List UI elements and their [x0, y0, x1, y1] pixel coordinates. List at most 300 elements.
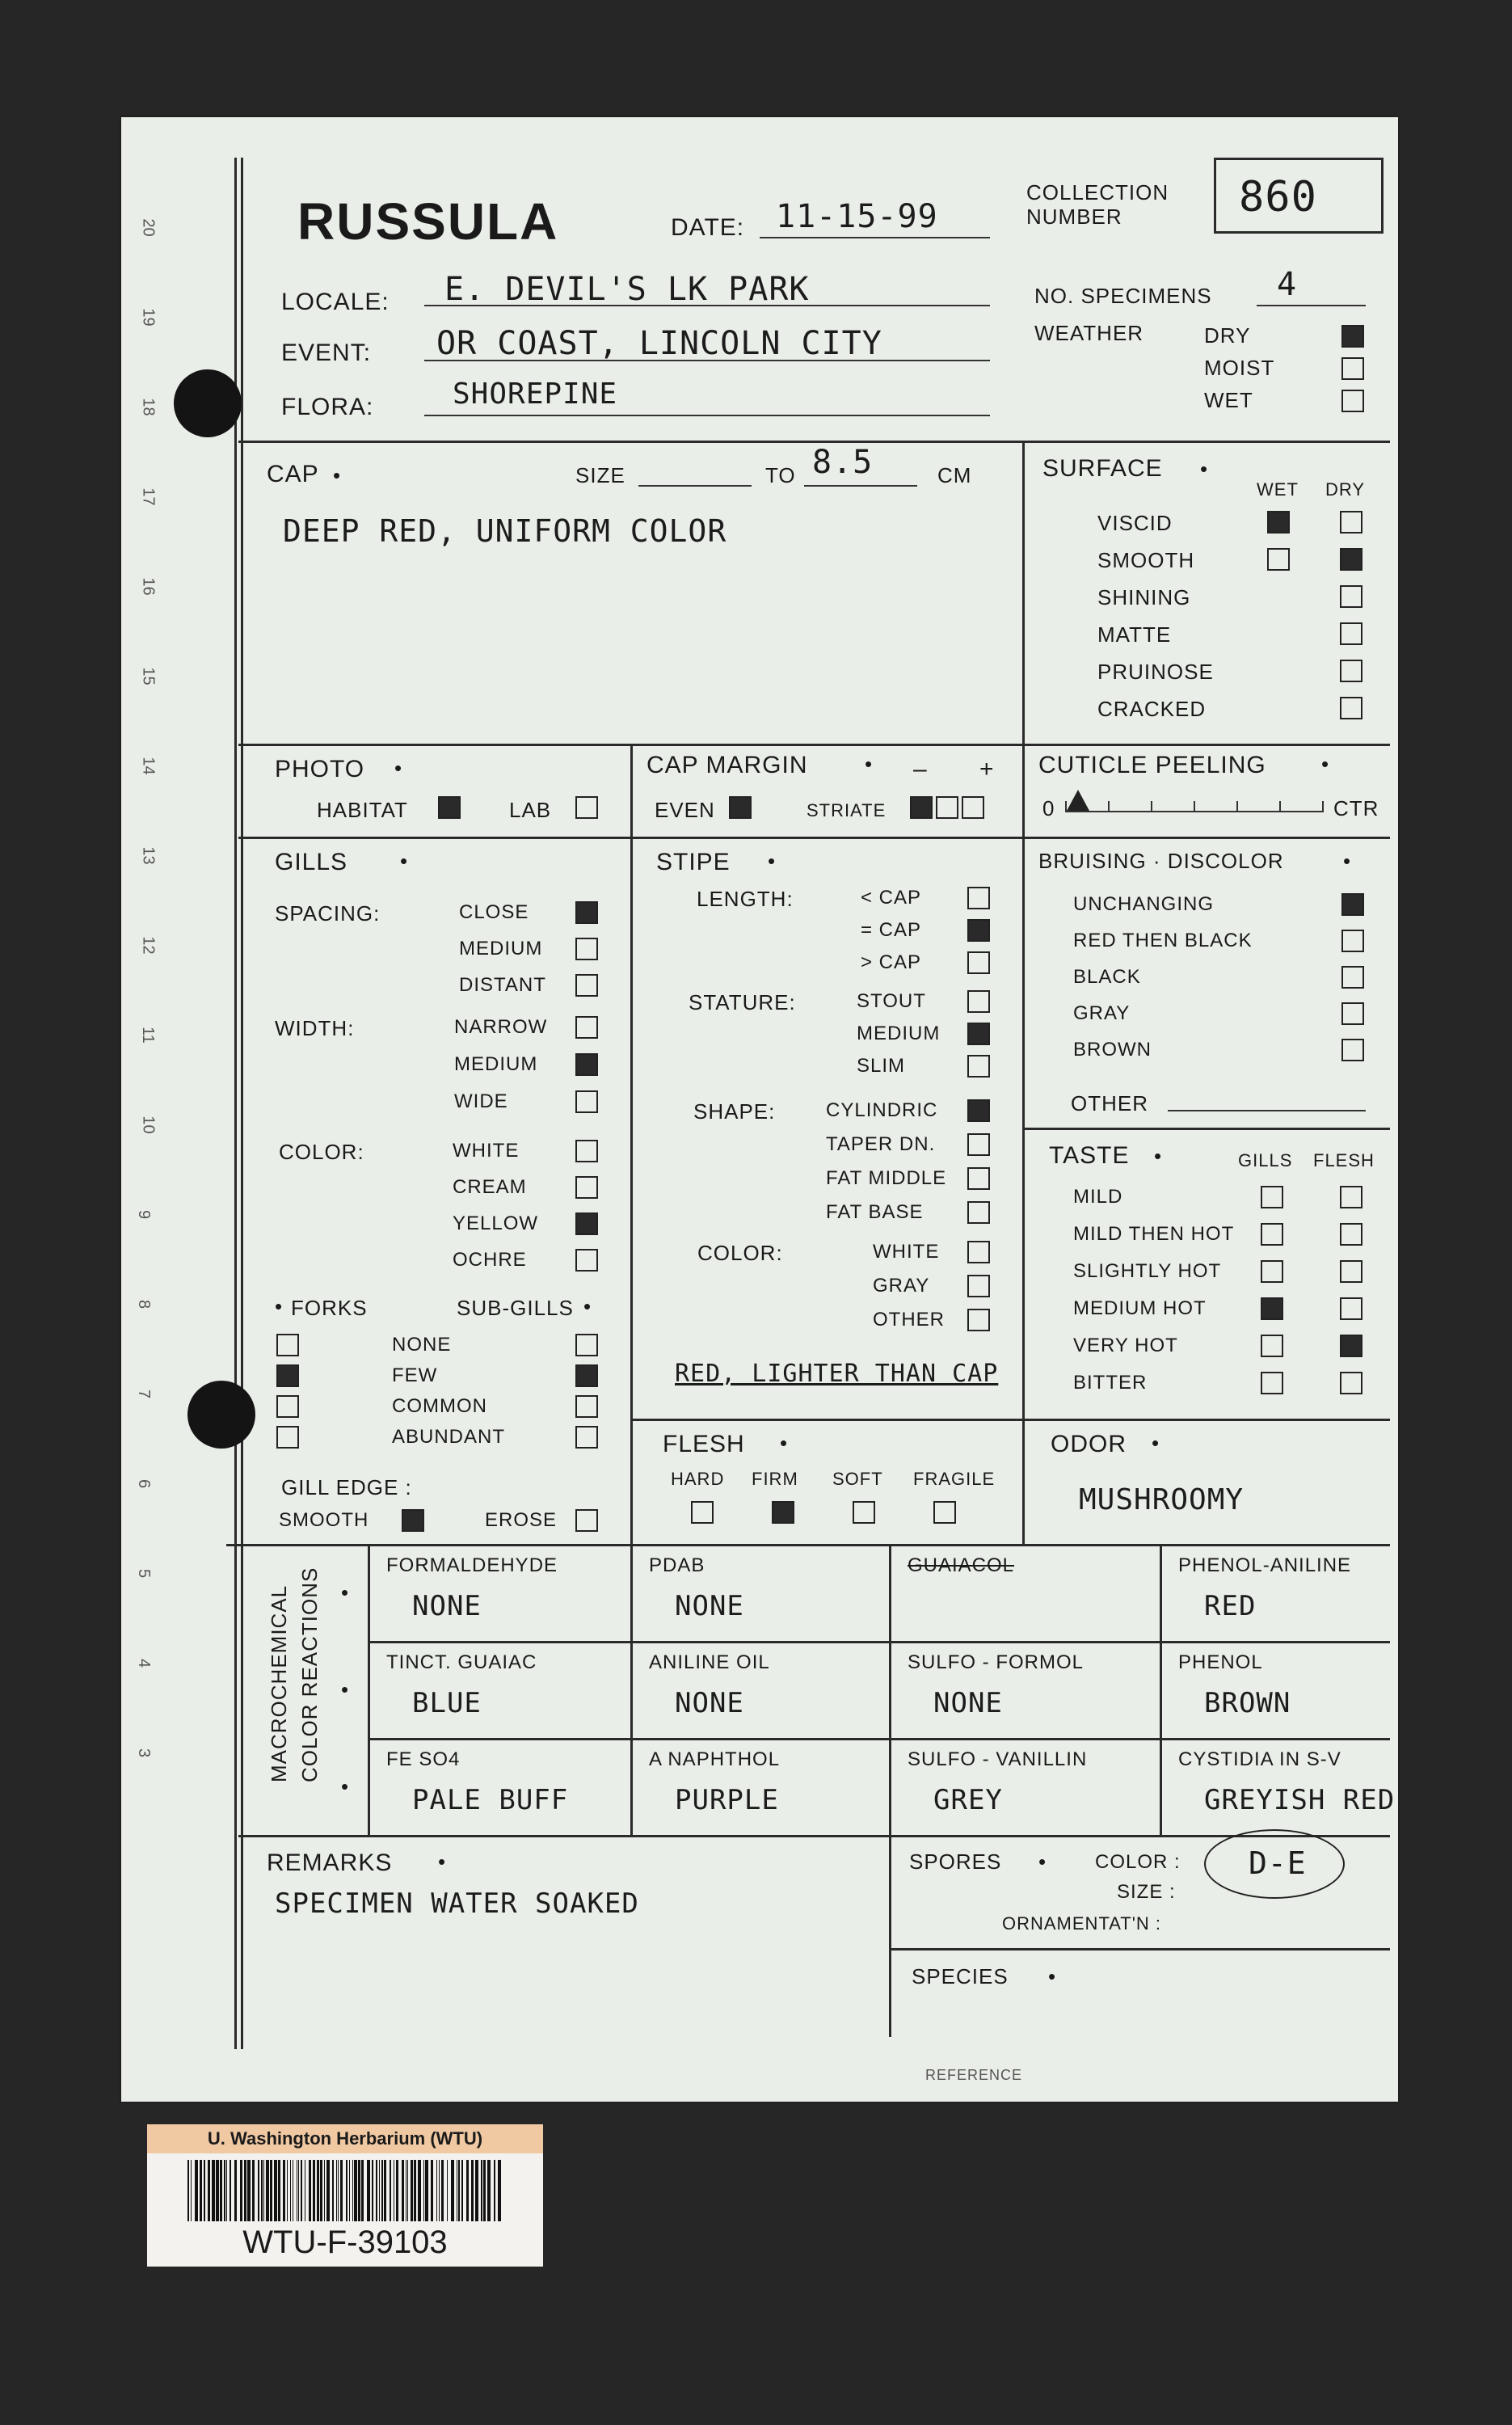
taste-flesh-checkbox[interactable] [1340, 1223, 1362, 1246]
barcode-bar [187, 2160, 189, 2221]
barcode-bar [487, 2160, 491, 2221]
event-line [424, 360, 990, 361]
barcode-bar [258, 2160, 259, 2221]
stipe-stature-checkbox[interactable] [967, 990, 990, 1013]
flesh-option-label: SOFT [832, 1469, 883, 1489]
cap-size-line-1 [638, 485, 752, 487]
barcode-bar [274, 2160, 277, 2221]
bruising-label: GRAY [1073, 1002, 1131, 1024]
form-title: RUSSULA [297, 192, 559, 251]
surface-wet-checkbox[interactable] [1267, 511, 1290, 534]
collection-label-1: COLLECTION [1026, 180, 1169, 205]
barcode-bar [317, 2160, 319, 2221]
stipe-shape-checkbox[interactable] [967, 1201, 990, 1224]
taste-flesh-checkbox[interactable] [1340, 1260, 1362, 1283]
divider-macro-row2 [368, 1738, 1390, 1740]
surface-dry-checkbox[interactable] [1340, 548, 1362, 571]
macro-reagent-label: PHENOL [1178, 1651, 1263, 1673]
barcode-bar [290, 2160, 291, 2221]
weather-checkbox[interactable] [1341, 325, 1364, 348]
weather-label: WEATHER [1034, 321, 1144, 345]
locale-line [424, 305, 990, 306]
cap-margin-label: CAP MARGIN [646, 752, 808, 778]
cuticle-marker [1067, 790, 1089, 811]
bruising-label: BLACK [1073, 966, 1141, 988]
taste-option-label: BITTER [1073, 1372, 1148, 1394]
striate-checkbox[interactable] [936, 796, 958, 819]
bruising-checkbox[interactable] [1341, 1039, 1364, 1061]
gill-color-checkbox[interactable] [575, 1176, 598, 1199]
forks-label: FORKS [291, 1296, 368, 1320]
taste-flesh-label: FLESH [1313, 1150, 1375, 1170]
ruler-tick: 10 [139, 1116, 158, 1134]
barcode-bar [346, 2160, 347, 2221]
spores-bullet: • [1038, 1849, 1047, 1874]
surface-dry-checkbox[interactable] [1340, 511, 1362, 534]
macro-reagent-value: PALE BUFF [412, 1784, 569, 1816]
macro-reagent-label: GUAIACOL [908, 1554, 1015, 1576]
subgills-checkbox[interactable] [575, 1426, 598, 1449]
col-mid [630, 744, 633, 1544]
spores-color-label: COLOR : [1095, 1851, 1181, 1873]
stipe-color-label: OTHER [873, 1309, 945, 1331]
subgills-label: SUB-GILLS [457, 1296, 574, 1320]
barcode-bar [425, 2160, 428, 2221]
stipe-stature-label: MEDIUM [857, 1023, 941, 1044]
stipe-length-checkbox[interactable] [967, 951, 990, 974]
collection-number-value: 860 [1239, 173, 1317, 221]
ruler-tick: 4 [135, 1658, 154, 1668]
subgills-checkbox[interactable] [575, 1395, 598, 1418]
stipe-shape-label: TAPER DN. [826, 1133, 936, 1155]
stipe-color-label: WHITE [873, 1241, 940, 1263]
locale-label: LOCALE: [281, 289, 390, 315]
barcode-bar [441, 2160, 444, 2221]
macro-reagent-value: NONE [675, 1590, 744, 1622]
flora-label: FLORA: [281, 394, 374, 420]
macro-reagent-label: Α NAPHTHOL [649, 1748, 781, 1770]
barcode-bar [384, 2160, 386, 2221]
cuticle-tick [1236, 801, 1238, 812]
macro-reagent-label: PDAB [649, 1554, 705, 1576]
divider-taste [1022, 1128, 1390, 1130]
ruler-tick: 9 [135, 1209, 154, 1220]
gill-color-label: COLOR: [279, 1140, 364, 1164]
barcode-bar [361, 2160, 364, 2221]
forks-checkbox[interactable] [276, 1395, 299, 1418]
taste-option-label: SLIGHTLY HOT [1073, 1260, 1222, 1282]
taste-gills-checkbox[interactable] [1261, 1223, 1283, 1246]
stipe-length-checkbox[interactable] [967, 887, 990, 909]
barcode-bar [226, 2160, 227, 2221]
barcode-bar [381, 2160, 383, 2221]
macro-reagent-value: NONE [933, 1687, 1003, 1719]
col-macro-3 [889, 1544, 891, 2037]
barcode-bar [358, 2160, 360, 2221]
gill-spacing-checkbox[interactable] [575, 901, 598, 924]
barcode-bar [354, 2160, 357, 2221]
barcode-bar [216, 2160, 219, 2221]
bruising-checkbox[interactable] [1341, 893, 1364, 916]
stipe-shape-label: SHAPE: [693, 1099, 776, 1124]
barcode-bar [439, 2160, 440, 2221]
macro-reagent-value: GREYISH RED [1204, 1784, 1396, 1816]
barcode-bar [349, 2160, 350, 2221]
ruler-tick: 18 [139, 398, 158, 416]
barcode-bar [252, 2160, 255, 2221]
taste-bullet: • [1154, 1144, 1162, 1168]
barcode-bar [278, 2160, 280, 2221]
flesh-checkbox[interactable] [933, 1501, 956, 1524]
barcode-bars [187, 2160, 503, 2221]
specimens-label: NO. SPECIMENS [1034, 284, 1212, 308]
barcode-bar [261, 2160, 263, 2221]
subgills-bullet: • [583, 1294, 592, 1318]
weather-option-label: DRY [1204, 323, 1251, 348]
spores-ornament-label: ORNAMENTAT'N : [1002, 1913, 1162, 1934]
barcode-bar [320, 2160, 322, 2221]
specimens-line [1257, 305, 1366, 306]
gill-width-label: WIDE [454, 1090, 508, 1112]
surface-bullet: • [1200, 457, 1208, 481]
barcode-bar [367, 2160, 370, 2221]
barcode-bar [270, 2160, 272, 2221]
cap-margin-bullet: • [865, 752, 873, 776]
weather-checkbox[interactable] [1341, 390, 1364, 412]
cuticle-tick [1151, 801, 1152, 812]
gill-width-label: NARROW [454, 1016, 548, 1038]
odor-value: MUSHROOMY [1079, 1483, 1245, 1516]
divider-macro [226, 1544, 1390, 1546]
weather-checkbox[interactable] [1341, 357, 1364, 380]
barcode-bar [332, 2160, 334, 2221]
flora-value: SHOREPINE [453, 377, 618, 411]
stipe-length-checkbox[interactable] [967, 919, 990, 942]
gill-color-checkbox[interactable] [575, 1249, 598, 1272]
edge-erose-label: EROSE [485, 1509, 558, 1531]
barcode-bar [247, 2160, 251, 2221]
barcode-bar [340, 2160, 343, 2221]
barcode-bar [475, 2160, 478, 2221]
bruising-other-label: OTHER [1071, 1091, 1148, 1116]
gill-color-label: OCHRE [453, 1249, 527, 1271]
barcode-bar [240, 2160, 242, 2221]
cuticle-ctr: CTR [1333, 796, 1379, 820]
taste-gills-checkbox[interactable] [1261, 1297, 1283, 1320]
barcode-number: WTU-F-39103 [242, 2225, 448, 2260]
weather-option-label: MOIST [1204, 356, 1275, 380]
taste-gills-checkbox[interactable] [1261, 1260, 1283, 1283]
taste-gills-checkbox[interactable] [1261, 1186, 1283, 1208]
gill-color-checkbox[interactable] [575, 1140, 598, 1162]
event-label: EVENT: [281, 340, 372, 366]
surface-option-label: MATTE [1097, 622, 1172, 647]
taste-flesh-checkbox[interactable] [1340, 1372, 1362, 1394]
striate-checkbox[interactable] [910, 796, 933, 819]
stipe-stature-checkbox[interactable] [967, 1055, 990, 1078]
taste-flesh-checkbox[interactable] [1340, 1335, 1362, 1357]
ruler-tick: 11 [138, 1027, 157, 1044]
divider-spores [889, 1948, 1390, 1951]
barcode-bar [376, 2160, 377, 2221]
macro-reagent-label: PHENOL-ANILINE [1178, 1554, 1352, 1576]
col-macro-4 [1160, 1544, 1162, 1835]
spores-size-label: SIZE : [1117, 1881, 1176, 1903]
divider-photo [238, 837, 1390, 839]
gill-color-label: WHITE [453, 1140, 520, 1162]
barcode-bar [451, 2160, 454, 2221]
cuticle-tick [1194, 801, 1195, 812]
stipe-shape-checkbox[interactable] [967, 1133, 990, 1156]
flesh-checkbox[interactable] [853, 1501, 875, 1524]
forks-checkbox[interactable] [276, 1364, 299, 1387]
surface-dry-label: DRY [1325, 479, 1366, 500]
stipe-stature-label: STATURE: [689, 990, 796, 1014]
cap-margin-minus: – [913, 756, 928, 782]
barcode-bar [230, 2160, 231, 2221]
gill-color-checkbox[interactable] [575, 1212, 598, 1235]
barcode-bar [283, 2160, 285, 2221]
forks-checkbox[interactable] [276, 1426, 299, 1449]
locale-value: E. DEVIL'S LK PARK [444, 271, 810, 308]
barcode-bar [191, 2160, 192, 2221]
stipe-color-checkbox[interactable] [967, 1241, 990, 1263]
stipe-color-checkbox[interactable] [967, 1275, 990, 1297]
gill-spacing-checkbox[interactable] [575, 938, 598, 960]
gills-bullet: • [400, 849, 408, 873]
forks-bullet: • [275, 1294, 283, 1318]
stipe-shape-label: FAT BASE [826, 1201, 924, 1223]
barcode-bar [411, 2160, 413, 2221]
surface-dry-checkbox[interactable] [1340, 585, 1362, 608]
photo-bullet: • [394, 756, 402, 780]
lab-checkbox[interactable] [575, 796, 598, 819]
lab-label: LAB [509, 798, 552, 822]
macro-bullet-1: • [341, 1580, 349, 1605]
taste-option-label: MEDIUM HOT [1073, 1297, 1207, 1319]
gill-color-label: CREAM [453, 1176, 527, 1198]
binder-hole-bottom [187, 1381, 255, 1449]
barcode-bar [372, 2160, 373, 2221]
flesh-checkbox[interactable] [691, 1501, 714, 1524]
habitat-label: HABITAT [317, 798, 408, 822]
col-macro-side [368, 1544, 370, 1835]
taste-label: TASTE [1049, 1142, 1130, 1169]
cap-to-label: TO [765, 463, 796, 487]
surface-wet-label: WET [1257, 479, 1299, 500]
barcode-bar [431, 2160, 433, 2221]
cap-size-value: 8.5 [812, 444, 874, 481]
flesh-label: FLESH [663, 1431, 745, 1457]
binder-hole-top [174, 369, 242, 437]
macro-reagent-label: CYSTIDIA IN S-V [1178, 1748, 1341, 1770]
frequency-label: COMMON [392, 1395, 487, 1417]
macro-reagent-label: SULFO - VANILLIN [908, 1748, 1088, 1770]
ruler-tick: 20 [139, 218, 158, 237]
barcode-bar [313, 2160, 315, 2221]
ruler-tick: 3 [135, 1748, 154, 1758]
bruising-label: BRUISING · DISCOLOR [1038, 849, 1284, 873]
ruler-tick: 6 [135, 1478, 154, 1489]
weather-option-label: WET [1204, 388, 1253, 412]
barcode-bar [326, 2160, 330, 2221]
date-value: 11-15-99 [776, 198, 938, 235]
gill-width-checkbox[interactable] [575, 1090, 598, 1113]
taste-option-label: MILD THEN HOT [1073, 1223, 1235, 1245]
ruler-tick: 19 [139, 308, 158, 327]
ruler-tick: 12 [139, 936, 158, 955]
gill-spacing-checkbox[interactable] [575, 974, 598, 997]
divider-flesh [630, 1419, 1390, 1421]
bruising-label: UNCHANGING [1073, 893, 1215, 915]
divider-macro-row1 [368, 1641, 1390, 1643]
barcode-bar [498, 2160, 501, 2221]
collection-number-box [1214, 158, 1384, 234]
flesh-bullet: • [780, 1431, 788, 1455]
left-margin-line [234, 158, 237, 2049]
subgills-checkbox[interactable] [575, 1364, 598, 1387]
event-value: OR COAST, LINCOLN CITY [436, 325, 882, 362]
barcode-bar [244, 2160, 246, 2221]
striate-checkbox[interactable] [962, 796, 984, 819]
macro-side-label-2: COLOR REACTIONS [297, 1567, 322, 1782]
surface-option-label: CRACKED [1097, 697, 1207, 721]
bruising-checkbox[interactable] [1341, 966, 1364, 989]
flora-line [424, 415, 990, 416]
stipe-stature-label: SLIM [857, 1055, 906, 1077]
gill-spacing-label: CLOSE [459, 901, 529, 923]
remarks-bullet: • [438, 1849, 446, 1874]
stipe-color-label: GRAY [873, 1275, 930, 1297]
barcode-bar [471, 2160, 474, 2221]
barcode-bar [447, 2160, 448, 2221]
taste-flesh-checkbox[interactable] [1340, 1186, 1362, 1208]
cuticle-bullet: • [1321, 752, 1329, 776]
barcode-bar [481, 2160, 482, 2221]
cap-label: CAP [267, 461, 319, 487]
ruler-tick: 17 [139, 487, 158, 506]
stipe-length-label: > CAP [861, 951, 922, 973]
ruler-tick: 16 [139, 577, 158, 596]
taste-flesh-checkbox[interactable] [1340, 1297, 1362, 1320]
barcode-bar [494, 2160, 495, 2221]
cap-size-label: SIZE [575, 463, 625, 487]
surface-wet-checkbox[interactable] [1267, 548, 1290, 571]
surface-dry-checkbox[interactable] [1340, 622, 1362, 645]
gill-color-label: YELLOW [453, 1212, 539, 1234]
barcode-bar [309, 2160, 311, 2221]
specimens-value: 4 [1277, 266, 1298, 303]
barcode-bar [436, 2160, 437, 2221]
taste-gills-checkbox[interactable] [1261, 1335, 1283, 1357]
edge-erose-checkbox[interactable] [575, 1509, 598, 1532]
width-label: WIDTH: [275, 1016, 355, 1040]
barcode-bar [195, 2160, 198, 2221]
macro-reagent-label: FORMALDEHYDE [386, 1554, 558, 1576]
barcode-bar [301, 2160, 302, 2221]
stipe-shape-checkbox[interactable] [967, 1099, 990, 1122]
odor-bullet: • [1152, 1431, 1160, 1455]
bruising-label: RED THEN BLACK [1073, 930, 1253, 951]
stipe-color-checkbox[interactable] [967, 1309, 990, 1331]
ruler-tick: 14 [139, 757, 158, 775]
even-label: EVEN [655, 798, 715, 822]
barcode-bar [224, 2160, 225, 2221]
cap-size-line-2 [804, 485, 917, 487]
divider-cap [238, 744, 1390, 746]
cuticle-zero: 0 [1042, 796, 1055, 820]
edge-smooth-checkbox[interactable] [402, 1509, 424, 1532]
species-bullet: • [1048, 1964, 1056, 1988]
date-label: DATE: [671, 214, 745, 241]
habitat-checkbox[interactable] [438, 796, 461, 819]
taste-gills-label: GILLS [1238, 1150, 1293, 1170]
subgills-checkbox[interactable] [575, 1334, 598, 1356]
macro-side-label-1: MACROCHEMICAL [267, 1584, 291, 1782]
surface-dry-checkbox[interactable] [1340, 660, 1362, 682]
forks-checkbox[interactable] [276, 1334, 299, 1356]
even-checkbox[interactable] [729, 796, 752, 819]
stipe-stature-checkbox[interactable] [967, 1023, 990, 1045]
barcode-bar [208, 2160, 210, 2221]
barcode-bar [458, 2160, 460, 2221]
remarks-value: SPECIMEN WATER SOAKED [275, 1887, 639, 1920]
flesh-option-label: FIRM [752, 1469, 798, 1489]
photo-label: PHOTO [275, 756, 365, 782]
gill-width-checkbox[interactable] [575, 1053, 598, 1076]
barcode-bar [220, 2160, 222, 2221]
taste-gills-checkbox[interactable] [1261, 1372, 1283, 1394]
surface-dry-checkbox[interactable] [1340, 697, 1362, 719]
gill-spacing-label: DISTANT [459, 974, 546, 996]
macro-reagent-value: PURPLE [675, 1784, 779, 1816]
date-line [760, 237, 990, 238]
barcode-bar [418, 2160, 421, 2221]
flesh-checkbox[interactable] [772, 1501, 794, 1524]
barcode-bar [414, 2160, 416, 2221]
macro-reagent-value: NONE [412, 1590, 482, 1622]
bruising-checkbox[interactable] [1341, 1002, 1364, 1025]
barcode-bar [352, 2160, 353, 2221]
macro-bullet-2: • [341, 1677, 349, 1702]
ruler-tick: 7 [135, 1389, 154, 1399]
barcode-bar [336, 2160, 337, 2221]
gill-edge-label: GILL EDGE : [281, 1475, 412, 1499]
barcode-bar [287, 2160, 288, 2221]
barcode-bar [338, 2160, 339, 2221]
macro-reagent-label: FE SO4 [386, 1748, 461, 1770]
col-macro-2 [630, 1544, 633, 1835]
macro-reagent-value: BROWN [1204, 1687, 1291, 1719]
stipe-shape-label: CYLINDRIC [826, 1099, 938, 1121]
frequency-label: ABUNDANT [392, 1426, 506, 1448]
stipe-color-note: RED, LIGHTER THAN CAP [675, 1360, 999, 1388]
barcode-label [147, 2124, 543, 2267]
barcode-bar [390, 2160, 391, 2221]
barcode-bar [461, 2160, 463, 2221]
edge-smooth-label: SMOOTH [279, 1509, 369, 1531]
odor-label: ODOR [1051, 1431, 1127, 1457]
macro-reagent-value: RED [1204, 1590, 1257, 1622]
stipe-shape-checkbox[interactable] [967, 1167, 990, 1190]
bruising-checkbox[interactable] [1341, 930, 1364, 952]
barcode-bar [466, 2160, 469, 2221]
specimen-card [121, 117, 1398, 2102]
gill-spacing-label: MEDIUM [459, 938, 543, 959]
gill-width-checkbox[interactable] [575, 1016, 598, 1039]
ruler-tick: 13 [139, 846, 158, 865]
bruising-other-line [1168, 1110, 1366, 1111]
